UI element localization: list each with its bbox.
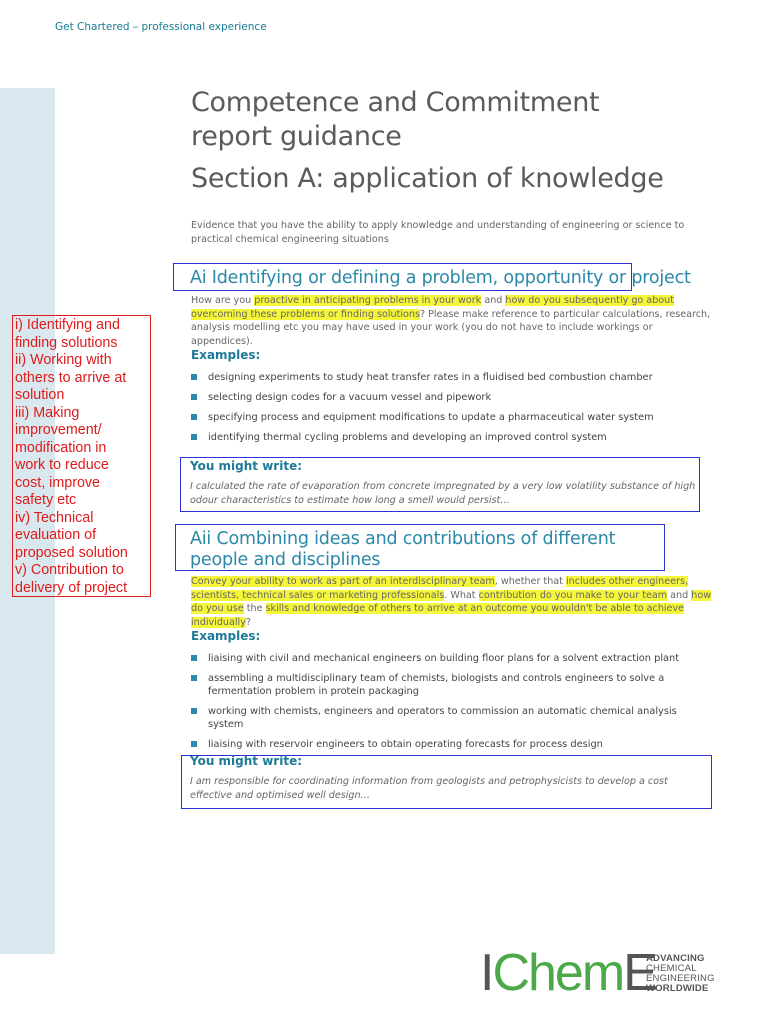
para-text: ? Please make reference to particular calculations, research, analysis modelling etc you may have used in your work (you do not have to include workings or appendices).	[191, 308, 711, 347]
section-aii-examples-list	[191, 652, 711, 758]
tagline-line: WORLDWIDE	[646, 983, 709, 994]
para-text: the	[243, 603, 266, 614]
section-ai-heading: Ai Identifying or defining a problem, opportunity or project	[190, 268, 691, 288]
annotation-line: work to reduce	[15, 457, 109, 473]
icheme-logo	[480, 944, 656, 1002]
annotation-line: delivery of project	[15, 579, 128, 596]
highlighted-text: proactive in anticipating problems in your work	[254, 295, 482, 306]
para-text: and	[481, 295, 506, 306]
section-ai-examples-label: Examples:	[191, 348, 261, 362]
annotation-line: i) Identifying and	[15, 317, 120, 333]
section-ai-examples-list	[191, 371, 711, 451]
logo-wordmark	[480, 944, 656, 1002]
para-text: , whether that	[494, 576, 566, 587]
para-text: . What	[444, 589, 479, 601]
tagline-line: ENGINEERING	[646, 973, 715, 984]
title-line-1: Competence and Commitment	[191, 87, 600, 118]
highlighted-text: how do you use	[191, 589, 712, 614]
annotation-line: evaluation of	[15, 527, 97, 543]
logo-e: E	[623, 944, 656, 1002]
page-title	[191, 86, 751, 196]
list-item: identifying thermal cycling problems and developing an improved control system	[191, 431, 711, 444]
logo-tagline	[646, 954, 715, 994]
annotation-line: solution	[15, 387, 65, 403]
section-aii-write-label: You might write:	[190, 754, 303, 768]
annotation-line: others to arrive at	[15, 369, 127, 386]
para-text: How are you	[191, 295, 255, 306]
list-item: specifying process and equipment modifications to update a pharmaceutical water system	[191, 411, 711, 424]
section-aii-paragraph	[191, 575, 713, 629]
list-item: liaising with reservoir engineers to obtain operating forecasts for process design	[191, 738, 711, 751]
annotation-line: finding solutions	[15, 334, 118, 351]
logo-i: I	[480, 944, 493, 1002]
tagline-line: CHEMICAL	[646, 963, 697, 974]
list-item: designing experiments to study heat transfer rates in a fluidised bed combustion chamber	[191, 371, 711, 384]
annotation-line: cost, improve	[15, 474, 101, 491]
section-ai-paragraph	[191, 294, 713, 348]
list-item: assembling a multidisciplinary team of chemists, biologists and controls engineers to solve a fermentation problem in protein packaging	[191, 672, 711, 698]
list-item: working with chemists, engineers and operators to commission an automatic chemical analysis system	[191, 705, 711, 731]
header-text: Get Chartered – professional experience	[55, 21, 267, 33]
tagline-line: ADVANCING	[646, 953, 705, 964]
highlighted-text: Convey your ability to work as part of an interdisciplinary team	[191, 576, 495, 587]
section-ai-write-text: I calculated the rate of evaporation from concrete impregnated by a very low volatility substance of high odour characteristics to estimate how long a smell would persist…	[190, 481, 696, 506]
section-aii-heading: Aii Combining ideas and contributions of different people and disciplines	[190, 529, 616, 570]
section-aii-write-text: I am responsible for coordinating information from geologists and petrophysicists to develop a cost effective and optimised well design…	[190, 776, 668, 801]
intro-text: Evidence that you have the ability to apply knowledge and understanding of engineering or science to practical chemical engineering situations	[191, 220, 685, 245]
highlighted-text: skills and knowledge of others to arrive at an outcome you wouldn't be able to achieve individually	[191, 603, 685, 628]
section-title: Section A: application of knowledge	[191, 163, 664, 194]
annotation-line: ii) Working with	[15, 352, 112, 368]
section-aii-examples-label: Examples:	[191, 629, 261, 643]
red-annotation-box	[12, 315, 151, 597]
annotation-line: safety etc	[15, 492, 77, 508]
highlighted-text: how do you subsequently go about overcoming these problems or finding solutions	[191, 295, 675, 320]
title-line-2: report guidance	[191, 121, 402, 152]
section-ai-write-label: You might write:	[190, 459, 303, 473]
list-item: liaising with civil and mechanical engineers on building floor plans for a solvent extraction plant	[191, 652, 711, 665]
highlighted-text: contribution do you make to your team	[478, 589, 668, 601]
annotation-line: improvement/	[15, 422, 102, 438]
annotation-line: iv) Technical	[15, 509, 94, 526]
list-item: selecting design codes for a vacuum vessel and pipework	[191, 391, 711, 404]
annotation-line: iii) Making	[15, 404, 80, 421]
highlighted-text: includes other engineers, scientists, technical sales or marketing professionals	[191, 576, 688, 601]
annotation-line: v) Contribution to	[15, 562, 124, 578]
para-text: ?	[245, 616, 251, 628]
annotation-line: proposed solution	[15, 544, 128, 561]
para-text: and	[667, 589, 692, 601]
logo-chem: Chem	[492, 944, 624, 1002]
annotation-line: modification in	[15, 439, 107, 456]
